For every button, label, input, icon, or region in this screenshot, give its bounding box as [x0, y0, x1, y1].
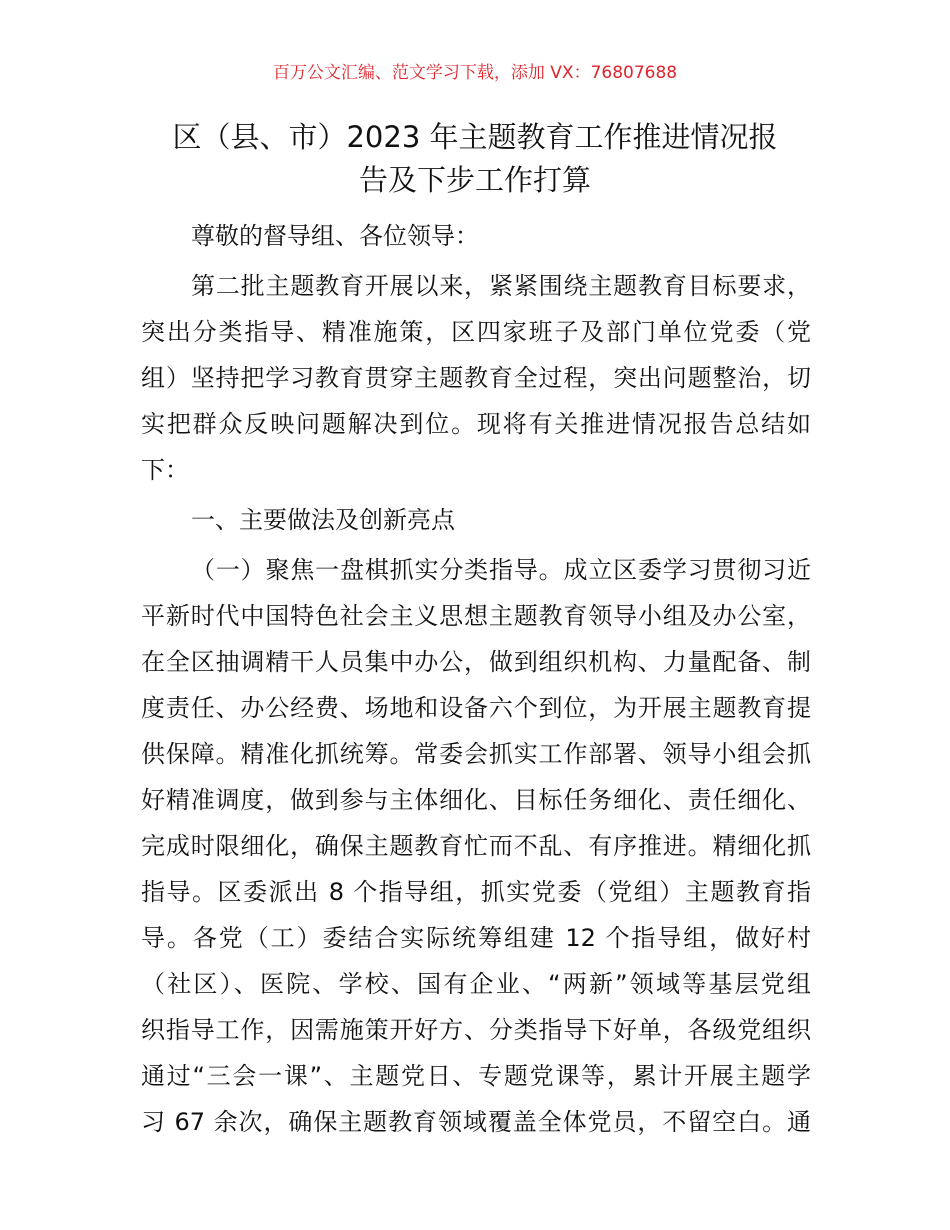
text-line: 下： — [141, 456, 189, 484]
text-line: 平新时代中国特色社会主义思想主题教育领导小组及办公室， — [141, 602, 811, 630]
text-line: 织指导工作，因需施策开好方、分类指导下好单，各级党组织 — [141, 1016, 811, 1044]
text-line: 习 67 余次，确保主题教育领域覆盖全体党员，不留空白。通 — [141, 1108, 811, 1136]
intro-paragraph — [141, 263, 811, 493]
paragraph-1 — [141, 547, 811, 1145]
title-line: 告及下步工作打算 — [358, 163, 591, 197]
text-line: （一）聚焦一盘棋抓实分类指导。成立区委学习贯彻习近 — [191, 556, 811, 584]
title-line: 区（县、市）2023 年主题教育工作推进情况报 — [172, 120, 778, 154]
text-line: 通过“三会一课”、主题党日、专题党课等，累计开展主题学 — [141, 1062, 811, 1090]
section-heading: 一、主要做法及创新亮点 — [191, 506, 455, 534]
text-line: 突出分类指导、精准施策，区四家班子及部门单位党委（党 — [141, 318, 811, 346]
text-line: 指导。区委派出 8 个指导组，抓实党委（党组）主题教育指 — [141, 878, 811, 906]
text-line: 组）坚持把学习教育贯穿主题教育全过程，突出问题整治，切 — [141, 364, 811, 392]
text-line: 第二批主题教育开展以来，紧紧围绕主题教育目标要求， — [191, 272, 811, 300]
text-line: 度责任、办公经费、场地和设备六个到位，为开展主题教育提 — [141, 694, 811, 722]
document-body — [141, 213, 811, 1145]
watermark-header: 百万公文汇编、范文学习下载，添加 VX：76807688 — [272, 63, 678, 83]
text-line: （社区）、医院、学校、国有企业、“两新”领域等基层党组 — [141, 970, 811, 998]
text-line: 在全区抽调精干人员集中办公，做到组织机构、力量配备、制 — [141, 648, 811, 676]
text-line: 实把群众反映问题解决到位。现将有关推进情况报告总结如 — [141, 410, 811, 438]
salutation: 尊敬的督导组、各位领导： — [191, 222, 479, 250]
document-title — [120, 116, 830, 202]
text-line: 供保障。精准化抓统筹。常委会抓实工作部署、领导小组会抓 — [141, 740, 811, 768]
text-line: 好精准调度，做到参与主体细化、目标任务细化、责任细化、 — [141, 786, 811, 814]
text-line: 导。各党（工）委结合实际统筹组建 12 个指导组，做好村 — [141, 924, 811, 952]
text-line: 完成时限细化，确保主题教育忙而不乱、有序推进。精细化抓 — [141, 832, 811, 860]
